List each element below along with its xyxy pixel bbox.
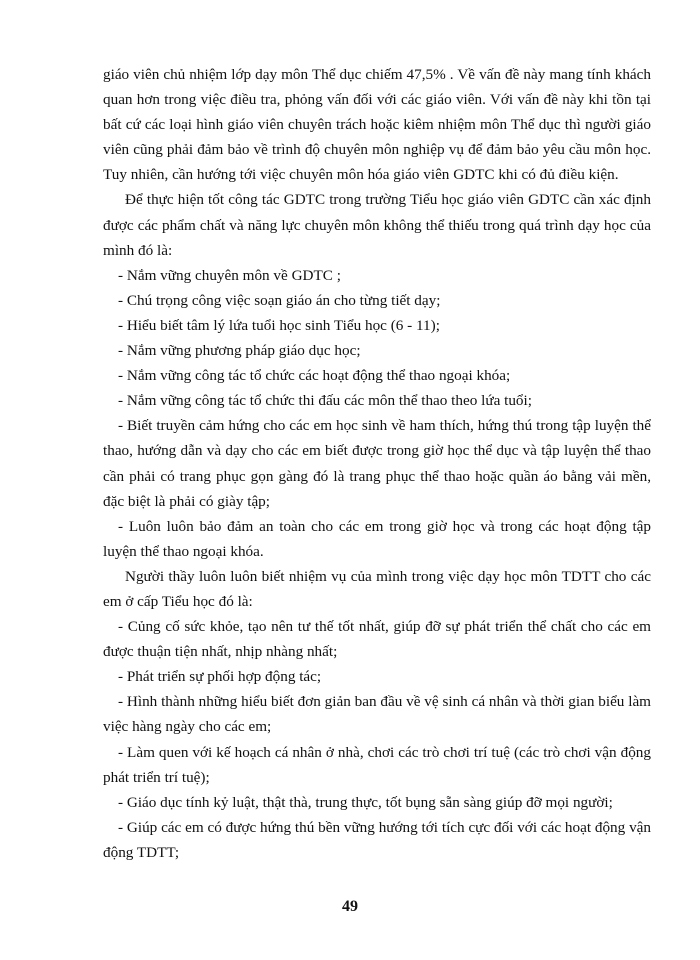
paragraph: Để thực hiện tốt công tác GDTC trong trường Tiểu học giáo viên GDTC cần xác định được các phẩm chất và năng lực chuyên môn không thể thiếu trong quá trình dạy học của mình đó là: [103,191,651,259]
list-item: - Làm quen với kế hoạch cá nhân ở nhà, chơi các trò chơi trí tuệ (các trò chơi vận động phát triển trí tuệ); [103,743,651,786]
list-item: - Giúp các em có được hứng thú bền vững hướng tới tích cực đối với các hoạt động vận động TDTT; [103,818,651,861]
page-number: 49 [342,898,358,915]
list-item: - Chú trọng công việc soạn giáo án cho từng tiết dạy; [118,291,441,309]
list-item: - Nắm vững công tác tổ chức các hoạt động thể thao ngoại khóa; [118,367,511,385]
list-item: - Phát triển sự phối hợp động tác; [118,668,322,686]
list-item: - Hình thành những hiểu biết đơn giản ban đầu về vệ sinh cá nhân và thời gian biểu làm việc hàng ngày cho các em; [103,693,651,736]
list-item: - Nắm vững phương pháp giáo dục học; [118,342,361,360]
list-item: - Luôn luôn bảo đảm an toàn cho các em trong giờ học và trong các hoạt động tập luyện thể thao ngoại khóa. [103,517,651,560]
paragraph: giáo viên chủ nhiệm lớp dạy môn Thể dục chiếm 47,5% . Về vấn đề này mang tính khách quan hơn trong việc điều tra, phỏng vấn đối với các giáo viên. Với vấn đề này khi tồn tại bất cứ các loại hình giáo viên chuyên trách hoặc kiêm nhiệm môn Thể dục thì người giáo viên cũng phải đảm bảo về trình độ chuyên môn nghiệp vụ để đảm bảo yêu cầu môn học. Tuy nhiên, cần hướng tới việc chuyên môn hóa giáo viên GDTC khi có đủ điều kiện. [103,66,651,184]
list-item: - Nắm vững chuyên môn về GDTC ; [118,266,341,284]
list-item: - Giáo dục tính kỷ luật, thật thà, trung thực, tốt bụng sẵn sàng giúp đỡ mọi người; [118,793,613,811]
body-text [103,62,651,865]
list-item: - Củng cố sức khỏe, tạo nên tư thế tốt nhất, giúp đỡ sự phát triển thể chất cho các em được thuận tiện nhất, nhịp nhàng nhất; [103,618,651,661]
list-item: - Biết truyền cảm hứng cho các em học sinh về ham thích, hứng thú trong tập luyện thể thao, hướng dẫn và dạy cho các em biết được trong giờ học thể dục và tập luyện thể thao cần phải có trang phục gọn gàng đó là trang phục thể thao hoặc quần áo bằng vải mền, đặc biệt là phải có giày tập; [103,417,651,510]
list-item: - Nắm vững công tác tổ chức thi đấu các môn thể thao theo lứa tuổi; [118,392,532,410]
list-item: - Hiểu biết tâm lý lứa tuổi học sinh Tiểu học (6 - 11); [118,316,440,334]
paragraph: Người thầy luôn luôn biết nhiệm vụ của mình trong việc dạy học môn TDTT cho các em ở cấp Tiểu học đó là: [103,567,651,610]
